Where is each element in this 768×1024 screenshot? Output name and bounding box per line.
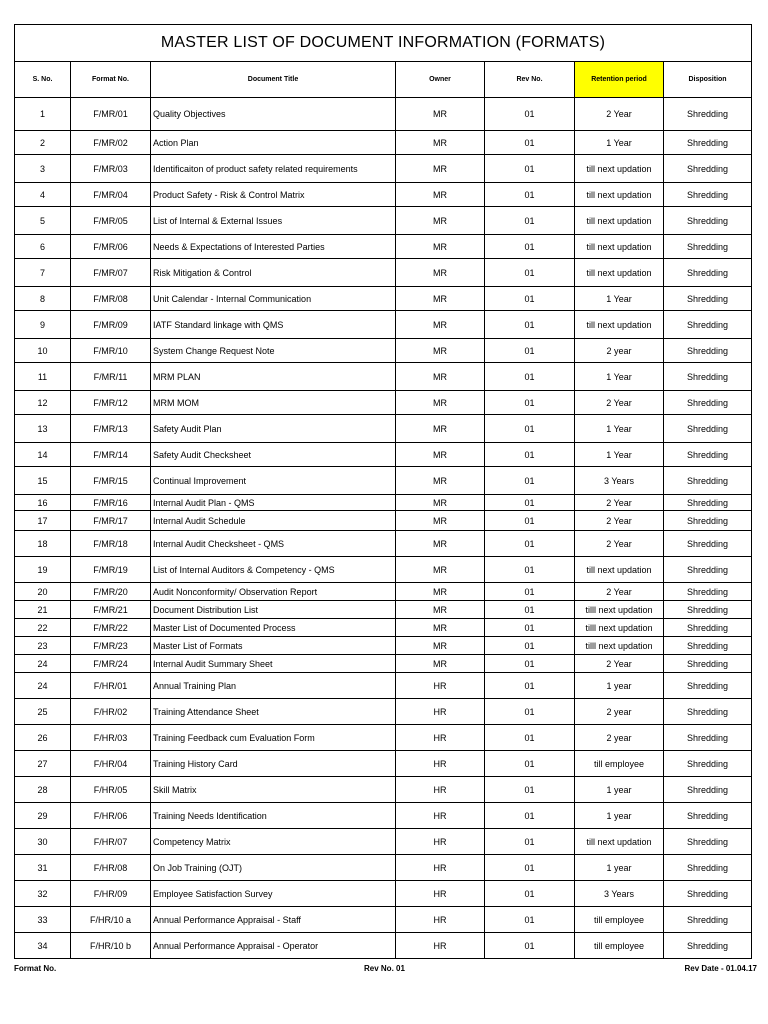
cell-rev-no: 01 <box>485 339 575 363</box>
cell-retention-period: 1 Year <box>575 363 664 391</box>
cell-disposition: Shredding <box>664 673 752 699</box>
cell-document-title: Skill Matrix <box>151 777 396 803</box>
cell-document-title: List of Internal & External Issues <box>151 207 396 235</box>
cell-sno: 27 <box>15 751 71 777</box>
cell-rev-no: 01 <box>485 829 575 855</box>
table-row <box>15 557 752 583</box>
cell-rev-no: 01 <box>485 725 575 751</box>
table-row <box>15 311 752 339</box>
cell-sno: 3 <box>15 155 71 183</box>
cell-owner: MR <box>396 287 485 311</box>
cell-rev-no: 01 <box>485 751 575 777</box>
cell-disposition: Shredding <box>664 287 752 311</box>
cell-document-title: Internal Audit Plan - QMS <box>151 495 396 511</box>
cell-owner: MR <box>396 183 485 207</box>
table-row <box>15 673 752 699</box>
table-row <box>15 495 752 511</box>
cell-rev-no: 01 <box>485 855 575 881</box>
cell-owner: MR <box>396 311 485 339</box>
cell-format-no: F/MR/21 <box>71 601 151 619</box>
cell-owner: HR <box>396 855 485 881</box>
cell-rev-no: 01 <box>485 637 575 655</box>
cell-disposition: Shredding <box>664 531 752 557</box>
cell-retention-period: till next updation <box>575 155 664 183</box>
cell-disposition: Shredding <box>664 259 752 287</box>
table-row <box>15 363 752 391</box>
cell-disposition: Shredding <box>664 155 752 183</box>
cell-document-title: Training Feedback cum Evaluation Form <box>151 725 396 751</box>
cell-sno: 21 <box>15 601 71 619</box>
cell-retention-period: 2 Year <box>575 531 664 557</box>
table-row <box>15 207 752 235</box>
cell-retention-period: till employee <box>575 751 664 777</box>
cell-rev-no: 01 <box>485 933 575 959</box>
cell-document-title: Training Attendance Sheet <box>151 699 396 725</box>
cell-rev-no: 01 <box>485 311 575 339</box>
cell-disposition: Shredding <box>664 803 752 829</box>
cell-sno: 33 <box>15 907 71 933</box>
cell-document-title: Internal Audit Checksheet - QMS <box>151 531 396 557</box>
cell-disposition: Shredding <box>664 131 752 155</box>
cell-retention-period: 2 Year <box>575 391 664 415</box>
cell-sno: 18 <box>15 531 71 557</box>
table-row <box>15 907 752 933</box>
cell-owner: MR <box>396 443 485 467</box>
col-header-retention-period: Retention period <box>575 62 664 98</box>
cell-retention-period: till employee <box>575 907 664 933</box>
cell-sno: 28 <box>15 777 71 803</box>
cell-document-title: Safety Audit Plan <box>151 415 396 443</box>
cell-owner: MR <box>396 207 485 235</box>
cell-rev-no: 01 <box>485 259 575 287</box>
cell-rev-no: 01 <box>485 619 575 637</box>
cell-sno: 13 <box>15 415 71 443</box>
cell-rev-no: 01 <box>485 131 575 155</box>
cell-document-title: Document Distribution List <box>151 601 396 619</box>
cell-format-no: F/MR/09 <box>71 311 151 339</box>
cell-sno: 6 <box>15 235 71 259</box>
cell-disposition: Shredding <box>664 443 752 467</box>
cell-rev-no: 01 <box>485 235 575 259</box>
cell-format-no: F/HR/06 <box>71 803 151 829</box>
cell-owner: HR <box>396 673 485 699</box>
table-row <box>15 235 752 259</box>
cell-retention-period: 1 year <box>575 855 664 881</box>
cell-owner: MR <box>396 235 485 259</box>
cell-disposition: Shredding <box>664 311 752 339</box>
cell-retention-period: 2 Year <box>575 583 664 601</box>
table-row <box>15 467 752 495</box>
cell-owner: HR <box>396 725 485 751</box>
table-row <box>15 131 752 155</box>
cell-document-title: System Change Request Note <box>151 339 396 363</box>
cell-rev-no: 01 <box>485 415 575 443</box>
cell-document-title: Quality Objectives <box>151 98 396 131</box>
cell-rev-no: 01 <box>485 583 575 601</box>
cell-retention-period: tilll next updation <box>575 601 664 619</box>
cell-disposition: Shredding <box>664 511 752 531</box>
cell-owner: MR <box>396 619 485 637</box>
cell-format-no: F/MR/17 <box>71 511 151 531</box>
table-row <box>15 933 752 959</box>
cell-owner: MR <box>396 583 485 601</box>
cell-format-no: F/MR/18 <box>71 531 151 557</box>
cell-document-title: Employee Satisfaction Survey <box>151 881 396 907</box>
cell-rev-no: 01 <box>485 907 575 933</box>
cell-retention-period: 2 Year <box>575 495 664 511</box>
cell-document-title: Unit Calendar - Internal Communication <box>151 287 396 311</box>
cell-owner: HR <box>396 803 485 829</box>
cell-owner: HR <box>396 699 485 725</box>
table-body <box>15 98 752 959</box>
cell-format-no: F/MR/19 <box>71 557 151 583</box>
table-row <box>15 531 752 557</box>
cell-disposition: Shredding <box>664 391 752 415</box>
cell-sno: 26 <box>15 725 71 751</box>
table-row <box>15 155 752 183</box>
cell-format-no: F/MR/10 <box>71 339 151 363</box>
cell-rev-no: 01 <box>485 673 575 699</box>
cell-rev-no: 01 <box>485 183 575 207</box>
cell-rev-no: 01 <box>485 655 575 673</box>
table-row <box>15 777 752 803</box>
cell-rev-no: 01 <box>485 881 575 907</box>
cell-rev-no: 01 <box>485 495 575 511</box>
cell-owner: MR <box>396 131 485 155</box>
cell-sno: 10 <box>15 339 71 363</box>
table-row <box>15 443 752 467</box>
cell-retention-period: till employee <box>575 933 664 959</box>
cell-document-title: Competency Matrix <box>151 829 396 855</box>
table-row <box>15 829 752 855</box>
cell-disposition: Shredding <box>664 751 752 777</box>
cell-rev-no: 01 <box>485 155 575 183</box>
footer-format-no: Format No. <box>14 964 57 973</box>
col-header-owner: Owner <box>396 62 485 98</box>
cell-sno: 2 <box>15 131 71 155</box>
cell-owner: MR <box>396 259 485 287</box>
cell-document-title: Master List of Formats <box>151 637 396 655</box>
cell-retention-period: 1 Year <box>575 443 664 467</box>
cell-format-no: F/HR/10 b <box>71 933 151 959</box>
cell-owner: MR <box>396 655 485 673</box>
cell-retention-period: 1 Year <box>575 415 664 443</box>
cell-disposition: Shredding <box>664 183 752 207</box>
footer-rev-date: Rev Date - 01.04.17 <box>684 964 757 973</box>
table-row <box>15 415 752 443</box>
cell-retention-period: 2 year <box>575 339 664 363</box>
cell-sno: 15 <box>15 467 71 495</box>
cell-retention-period: tilll next updation <box>575 619 664 637</box>
cell-format-no: F/MR/07 <box>71 259 151 287</box>
cell-document-title: Annual Performance Appraisal - Staff <box>151 907 396 933</box>
table-row <box>15 881 752 907</box>
cell-document-title: Audit Nonconformity/ Observation Report <box>151 583 396 601</box>
cell-owner: MR <box>396 339 485 363</box>
cell-rev-no: 01 <box>485 699 575 725</box>
cell-retention-period: 2 year <box>575 699 664 725</box>
cell-format-no: F/HR/02 <box>71 699 151 725</box>
cell-document-title: Annual Performance Appraisal - Operator <box>151 933 396 959</box>
cell-owner: MR <box>396 155 485 183</box>
cell-rev-no: 01 <box>485 98 575 131</box>
cell-disposition: Shredding <box>664 415 752 443</box>
cell-disposition: Shredding <box>664 235 752 259</box>
cell-owner: MR <box>396 557 485 583</box>
cell-sno: 19 <box>15 557 71 583</box>
cell-format-no: F/MR/12 <box>71 391 151 415</box>
cell-document-title: IATF Standard linkage with QMS <box>151 311 396 339</box>
col-header-rev-no: Rev No. <box>485 62 575 98</box>
cell-retention-period: 2 year <box>575 725 664 751</box>
cell-sno: 32 <box>15 881 71 907</box>
cell-rev-no: 01 <box>485 287 575 311</box>
cell-retention-period: till next updation <box>575 259 664 287</box>
cell-disposition: Shredding <box>664 829 752 855</box>
cell-disposition: Shredding <box>664 339 752 363</box>
cell-owner: HR <box>396 881 485 907</box>
cell-disposition: Shredding <box>664 637 752 655</box>
table-row <box>15 601 752 619</box>
cell-format-no: F/MR/22 <box>71 619 151 637</box>
cell-format-no: F/MR/11 <box>71 363 151 391</box>
cell-format-no: F/HR/05 <box>71 777 151 803</box>
cell-sno: 34 <box>15 933 71 959</box>
col-header-disposition: Disposition <box>664 62 752 98</box>
cell-owner: HR <box>396 907 485 933</box>
cell-format-no: F/MR/13 <box>71 415 151 443</box>
cell-retention-period: till next updation <box>575 235 664 259</box>
cell-disposition: Shredding <box>664 98 752 131</box>
cell-rev-no: 01 <box>485 207 575 235</box>
table-row <box>15 803 752 829</box>
cell-sno: 9 <box>15 311 71 339</box>
cell-sno: 4 <box>15 183 71 207</box>
cell-rev-no: 01 <box>485 511 575 531</box>
cell-retention-period: 1 year <box>575 777 664 803</box>
cell-sno: 22 <box>15 619 71 637</box>
cell-document-title: MRM PLAN <box>151 363 396 391</box>
cell-owner: MR <box>396 98 485 131</box>
table-row <box>15 583 752 601</box>
cell-format-no: F/MR/08 <box>71 287 151 311</box>
cell-sno: 14 <box>15 443 71 467</box>
cell-format-no: F/MR/01 <box>71 98 151 131</box>
cell-sno: 5 <box>15 207 71 235</box>
cell-disposition: Shredding <box>664 933 752 959</box>
table-row <box>15 619 752 637</box>
cell-rev-no: 01 <box>485 803 575 829</box>
table-row <box>15 511 752 531</box>
cell-rev-no: 01 <box>485 443 575 467</box>
cell-document-title: MRM MOM <box>151 391 396 415</box>
cell-document-title: Action Plan <box>151 131 396 155</box>
cell-format-no: F/HR/03 <box>71 725 151 751</box>
cell-sno: 16 <box>15 495 71 511</box>
cell-owner: MR <box>396 391 485 415</box>
cell-disposition: Shredding <box>664 207 752 235</box>
cell-sno: 29 <box>15 803 71 829</box>
cell-retention-period: 3 Years <box>575 467 664 495</box>
cell-rev-no: 01 <box>485 557 575 583</box>
cell-rev-no: 01 <box>485 363 575 391</box>
cell-document-title: Continual Improvement <box>151 467 396 495</box>
cell-owner: HR <box>396 777 485 803</box>
table-row <box>15 699 752 725</box>
cell-sno: 25 <box>15 699 71 725</box>
cell-rev-no: 01 <box>485 391 575 415</box>
cell-rev-no: 01 <box>485 601 575 619</box>
cell-document-title: Annual Training Plan <box>151 673 396 699</box>
cell-sno: 1 <box>15 98 71 131</box>
cell-retention-period: 1 year <box>575 673 664 699</box>
table-row <box>15 855 752 881</box>
cell-owner: MR <box>396 511 485 531</box>
cell-sno: 30 <box>15 829 71 855</box>
cell-format-no: F/HR/01 <box>71 673 151 699</box>
col-header-format-no: Format No. <box>71 62 151 98</box>
cell-retention-period: 1 year <box>575 803 664 829</box>
cell-sno: 31 <box>15 855 71 881</box>
cell-document-title: Safety Audit Checksheet <box>151 443 396 467</box>
cell-document-title: Training Needs Identification <box>151 803 396 829</box>
cell-format-no: F/HR/10 a <box>71 907 151 933</box>
cell-owner: HR <box>396 933 485 959</box>
cell-format-no: F/HR/07 <box>71 829 151 855</box>
cell-rev-no: 01 <box>485 467 575 495</box>
cell-rev-no: 01 <box>485 777 575 803</box>
cell-sno: 12 <box>15 391 71 415</box>
cell-document-title: Master List of Documented Process <box>151 619 396 637</box>
cell-format-no: F/MR/05 <box>71 207 151 235</box>
cell-document-title: Identificaiton of product safety related requirements <box>151 155 396 183</box>
cell-document-title: Product Safety - Risk & Control Matrix <box>151 183 396 207</box>
cell-retention-period: till next updation <box>575 829 664 855</box>
master-list-table <box>14 24 752 959</box>
cell-retention-period: till next updation <box>575 557 664 583</box>
cell-sno: 7 <box>15 259 71 287</box>
cell-retention-period: tilll next updation <box>575 637 664 655</box>
cell-retention-period: 2 Year <box>575 511 664 531</box>
cell-disposition: Shredding <box>664 619 752 637</box>
cell-document-title: Needs & Expectations of Interested Parties <box>151 235 396 259</box>
cell-owner: MR <box>396 531 485 557</box>
cell-disposition: Shredding <box>664 881 752 907</box>
col-header-document-title: Document Title <box>151 62 396 98</box>
cell-retention-period: 2 Year <box>575 98 664 131</box>
table-row <box>15 339 752 363</box>
cell-disposition: Shredding <box>664 777 752 803</box>
cell-format-no: F/MR/24 <box>71 655 151 673</box>
cell-owner: HR <box>396 751 485 777</box>
cell-document-title: On Job Training (OJT) <box>151 855 396 881</box>
cell-rev-no: 01 <box>485 531 575 557</box>
cell-owner: MR <box>396 467 485 495</box>
cell-format-no: F/MR/23 <box>71 637 151 655</box>
cell-disposition: Shredding <box>664 495 752 511</box>
table-row <box>15 391 752 415</box>
cell-retention-period: 1 Year <box>575 131 664 155</box>
cell-disposition: Shredding <box>664 601 752 619</box>
cell-format-no: F/MR/14 <box>71 443 151 467</box>
cell-retention-period: till next updation <box>575 207 664 235</box>
header-row <box>15 62 752 98</box>
cell-disposition: Shredding <box>664 855 752 881</box>
cell-owner: MR <box>396 363 485 391</box>
cell-format-no: F/HR/04 <box>71 751 151 777</box>
cell-document-title: Risk Mitigation & Control <box>151 259 396 287</box>
cell-owner: MR <box>396 637 485 655</box>
cell-document-title: Internal Audit Summary Sheet <box>151 655 396 673</box>
cell-disposition: Shredding <box>664 363 752 391</box>
cell-format-no: F/MR/03 <box>71 155 151 183</box>
cell-disposition: Shredding <box>664 557 752 583</box>
cell-disposition: Shredding <box>664 907 752 933</box>
table-row <box>15 637 752 655</box>
table-row <box>15 725 752 751</box>
cell-sno: 20 <box>15 583 71 601</box>
cell-disposition: Shredding <box>664 467 752 495</box>
cell-retention-period: till next updation <box>575 311 664 339</box>
cell-document-title: Training History Card <box>151 751 396 777</box>
cell-owner: MR <box>396 415 485 443</box>
cell-sno: 23 <box>15 637 71 655</box>
cell-format-no: F/MR/15 <box>71 467 151 495</box>
cell-owner: MR <box>396 495 485 511</box>
col-header-sno: S. No. <box>15 62 71 98</box>
cell-sno: 24 <box>15 673 71 699</box>
cell-format-no: F/HR/09 <box>71 881 151 907</box>
cell-disposition: Shredding <box>664 725 752 751</box>
table-row <box>15 287 752 311</box>
footer-rev-no: Rev No. 01 <box>364 964 405 973</box>
cell-retention-period: till next updation <box>575 183 664 207</box>
cell-format-no: F/MR/20 <box>71 583 151 601</box>
cell-sno: 17 <box>15 511 71 531</box>
page-footer <box>14 964 757 978</box>
cell-format-no: F/MR/02 <box>71 131 151 155</box>
cell-disposition: Shredding <box>664 655 752 673</box>
table-row <box>15 259 752 287</box>
cell-document-title: List of Internal Auditors & Competency - QMS <box>151 557 396 583</box>
cell-sno: 11 <box>15 363 71 391</box>
cell-format-no: F/MR/16 <box>71 495 151 511</box>
cell-owner: HR <box>396 829 485 855</box>
cell-sno: 24 <box>15 655 71 673</box>
table-row <box>15 751 752 777</box>
cell-owner: MR <box>396 601 485 619</box>
cell-format-no: F/MR/06 <box>71 235 151 259</box>
cell-retention-period: 1 Year <box>575 287 664 311</box>
cell-format-no: F/HR/08 <box>71 855 151 881</box>
cell-retention-period: 2 Year <box>575 655 664 673</box>
table-row <box>15 183 752 207</box>
cell-document-title: Internal Audit Schedule <box>151 511 396 531</box>
table-row <box>15 655 752 673</box>
cell-disposition: Shredding <box>664 699 752 725</box>
cell-retention-period: 3 Years <box>575 881 664 907</box>
document-title: MASTER LIST OF DOCUMENT INFORMATION (FORMATS) <box>15 25 752 62</box>
table-row <box>15 98 752 131</box>
cell-sno: 8 <box>15 287 71 311</box>
cell-disposition: Shredding <box>664 583 752 601</box>
cell-format-no: F/MR/04 <box>71 183 151 207</box>
